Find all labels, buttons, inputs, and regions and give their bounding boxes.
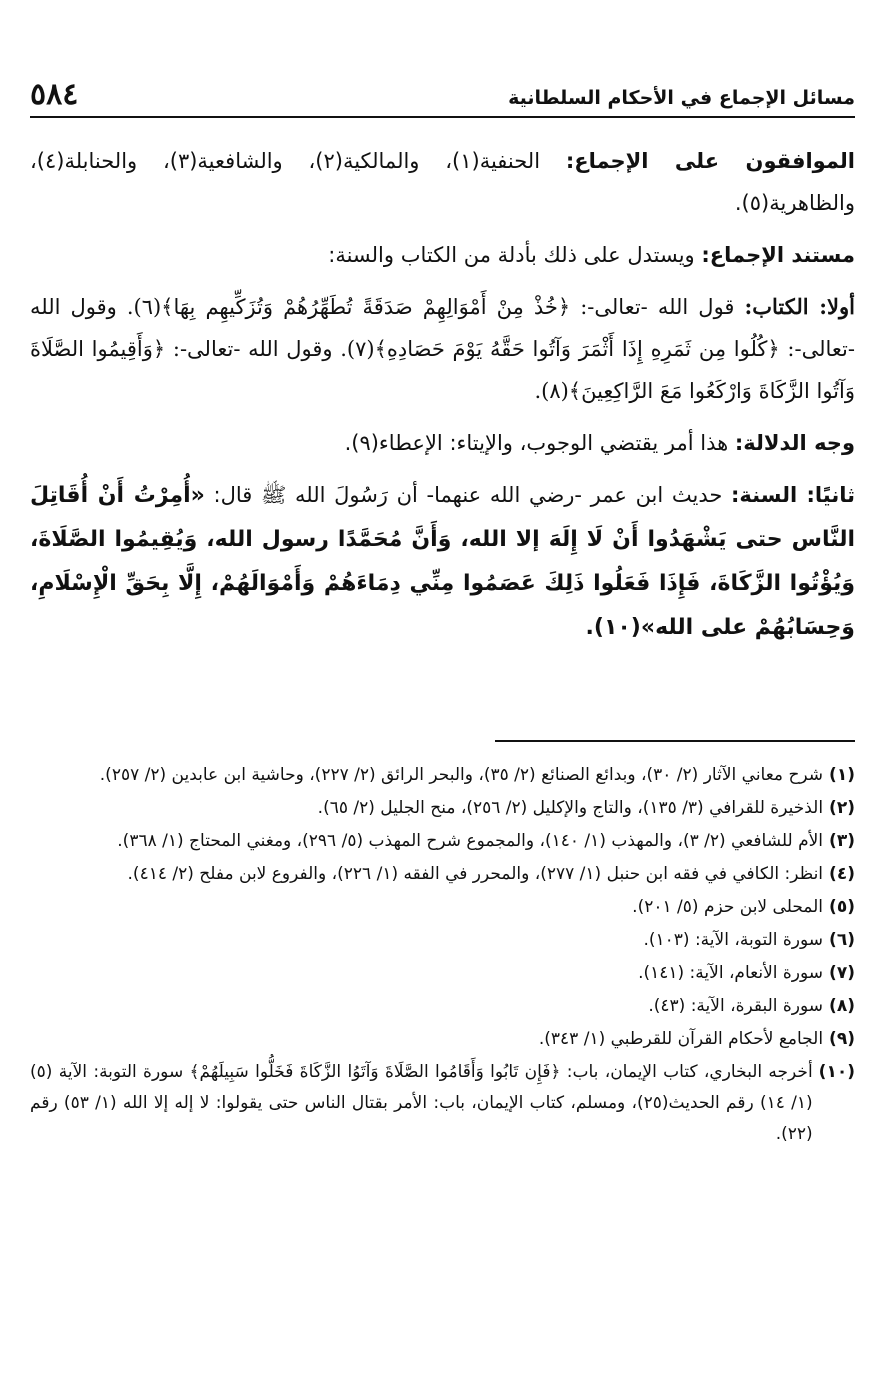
footnote-item xyxy=(30,925,855,956)
footnote-number: (١) xyxy=(829,765,855,785)
footnote-number: (٩) xyxy=(829,1029,855,1049)
paragraph-heading: مستند الإجماع: xyxy=(701,243,855,267)
footnote-text: سورة الأنعام، الآية: (١٤١). xyxy=(638,963,824,983)
footnote-number: (٢) xyxy=(829,798,855,818)
paragraph-indication xyxy=(30,422,855,464)
footnote-number: (٥) xyxy=(829,897,855,917)
paragraph-text: هذا أمر يقتضي الوجوب، والإيتاء: الإعطاء(٩). xyxy=(344,431,735,455)
running-title: مسائل الإجماع في الأحكام السلطانية xyxy=(508,87,855,109)
footnote-item xyxy=(30,958,855,989)
paragraph-agreeing-schools xyxy=(30,140,855,224)
page-number: ٥٨٤ xyxy=(30,77,79,112)
footnote-item xyxy=(30,1024,855,1055)
footnote-text: شرح معاني الآثار (٢/ ٣٠)، وبدائع الصنائع (٢/ ٣٥)، والبحر الرائق (٢/ ٢٢٧)، وحاشية ابن عابدين (٢/ ٢٥٧). xyxy=(99,765,824,785)
footnote-number: (١٠) xyxy=(818,1062,855,1082)
footnote-divider xyxy=(495,740,855,742)
footnote-number: (٦) xyxy=(829,930,855,950)
footnote-text: انظر: الكافي في فقه ابن حنبل (١/ ٢٧٧)، والمحرر في الفقه (١/ ٢٢٦)، والفروع لابن مفلح (٢/ ٤١٤). xyxy=(127,864,824,884)
footnote-item xyxy=(30,991,855,1022)
paragraph-text: قول الله -تعالى-: ﴿خُذْ مِنْ أَمْوَالِهِمْ صَدَقَةً تُطَهِّرُهُمْ وَتُزَكِّيهِم بِهَا﴾(٦). وقول الله -تعالى-: ﴿كُلُوا مِن ثَمَرِهِ إِذَا أَثْمَرَ وَآتُوا حَقَّهُ يَوْمَ حَصَادِهِ﴾(٧). وقول الله -تعالى-: ﴿وَأَقِيمُوا الصَّلَاةَ وَآتُوا الزَّكَاةَ وَارْكَعُوا مَعَ الرَّاكِعِينَ﴾(٨). xyxy=(30,295,855,403)
main-text xyxy=(30,140,855,660)
footnote-text: الذخيرة للقرافي (٣/ ١٣٥)، والتاج والإكليل (٢/ ٢٥٦)، منح الجليل (٢/ ٦٥). xyxy=(317,798,824,818)
paragraph-heading: وجه الدلالة: xyxy=(734,431,855,455)
page-header xyxy=(30,66,855,118)
footnote-item xyxy=(30,859,855,890)
footnote-item xyxy=(30,826,855,857)
footnote-item xyxy=(30,892,855,923)
footnote-text: سورة التوبة، الآية: (١٠٣). xyxy=(643,930,824,950)
paragraph-text: الحنفية(١)، والمالكية(٢)، والشافعية(٣)، والحنابلة(٤)، والظاهرية(٥). xyxy=(30,149,855,215)
paragraph-sunnah-evidence xyxy=(30,474,855,650)
footnote-item xyxy=(30,760,855,791)
footnote-number: (٤) xyxy=(829,864,855,884)
paragraph-heading: الموافقون على الإجماع: xyxy=(565,149,856,173)
footnote-item xyxy=(30,1057,855,1150)
footnote-text: المحلى لابن حزم (٥/ ٢٠١). xyxy=(632,897,824,917)
footnotes xyxy=(30,760,855,1152)
paragraph-quran-evidence xyxy=(30,286,855,412)
footnote-text: الأم للشافعي (٢/ ٣)، والمهذب (١/ ١٤٠)، والمجموع شرح المهذب (٥/ ٢٩٦)، ومغني المحتاج (١/ ٣٦٨). xyxy=(117,831,824,851)
footnote-text: سورة البقرة، الآية: (٤٣). xyxy=(648,996,824,1016)
paragraph-text: ويستدل على ذلك بأدلة من الكتاب والسنة: xyxy=(328,243,702,267)
footnote-text: الجامع لأحكام القرآن للقرطبي (١/ ٣٤٣). xyxy=(538,1029,824,1049)
footnote-text: أخرجه البخاري، كتاب الإيمان، باب: ﴿فَإِن تَابُوا وَأَقَامُوا الصَّلَاةَ وَآتَوُا الزَّكَاةَ فَخَلُّوا سَبِيلَهُمْ﴾ سورة التوبة: الآية (٥) (١/ ١٤) رقم الحديث(٢٥)، ومسلم، كتاب الإيمان، باب: الأمر بقتال الناس حتى يقولوا: لا إله إلا الله (١/ ٥٣) رقم (٢٢). xyxy=(30,1062,813,1144)
footnote-number: (٧) xyxy=(829,963,855,983)
paragraph-basis xyxy=(30,234,855,276)
footnote-item xyxy=(30,793,855,824)
footnote-number: (٣) xyxy=(829,831,855,851)
hadith-quote: «أُمِرْتُ أَنْ أُقَاتِلَ النَّاس حتى يَشْهَدُوا أَنْ لَا إِلَهَ إلا الله، وَأَنَّ مُحَمَّدًا رسول الله، وَيُقِيمُوا الصَّلَاةَ، وَيُؤْتُوا الزَّكَاةَ، فَإِذَا فَعَلُوا ذَلِكَ عَصَمُوا مِنِّي دِمَاءَهُمْ وَأَمْوَالَهُمْ، إِلَّا بِحَقِّ الْإِسْلَامِ، وَحِسَابُهُمْ على الله»(١٠). xyxy=(30,483,855,640)
paragraph-heading: ثانيًا: السنة: xyxy=(731,483,855,507)
paragraph-text: حديث ابن عمر -رضي الله عنهما- أن رَسُولَ الله ﷺ قال: xyxy=(213,483,732,507)
footnote-number: (٨) xyxy=(829,996,855,1016)
paragraph-heading: أولا: الكتاب: xyxy=(744,294,855,319)
